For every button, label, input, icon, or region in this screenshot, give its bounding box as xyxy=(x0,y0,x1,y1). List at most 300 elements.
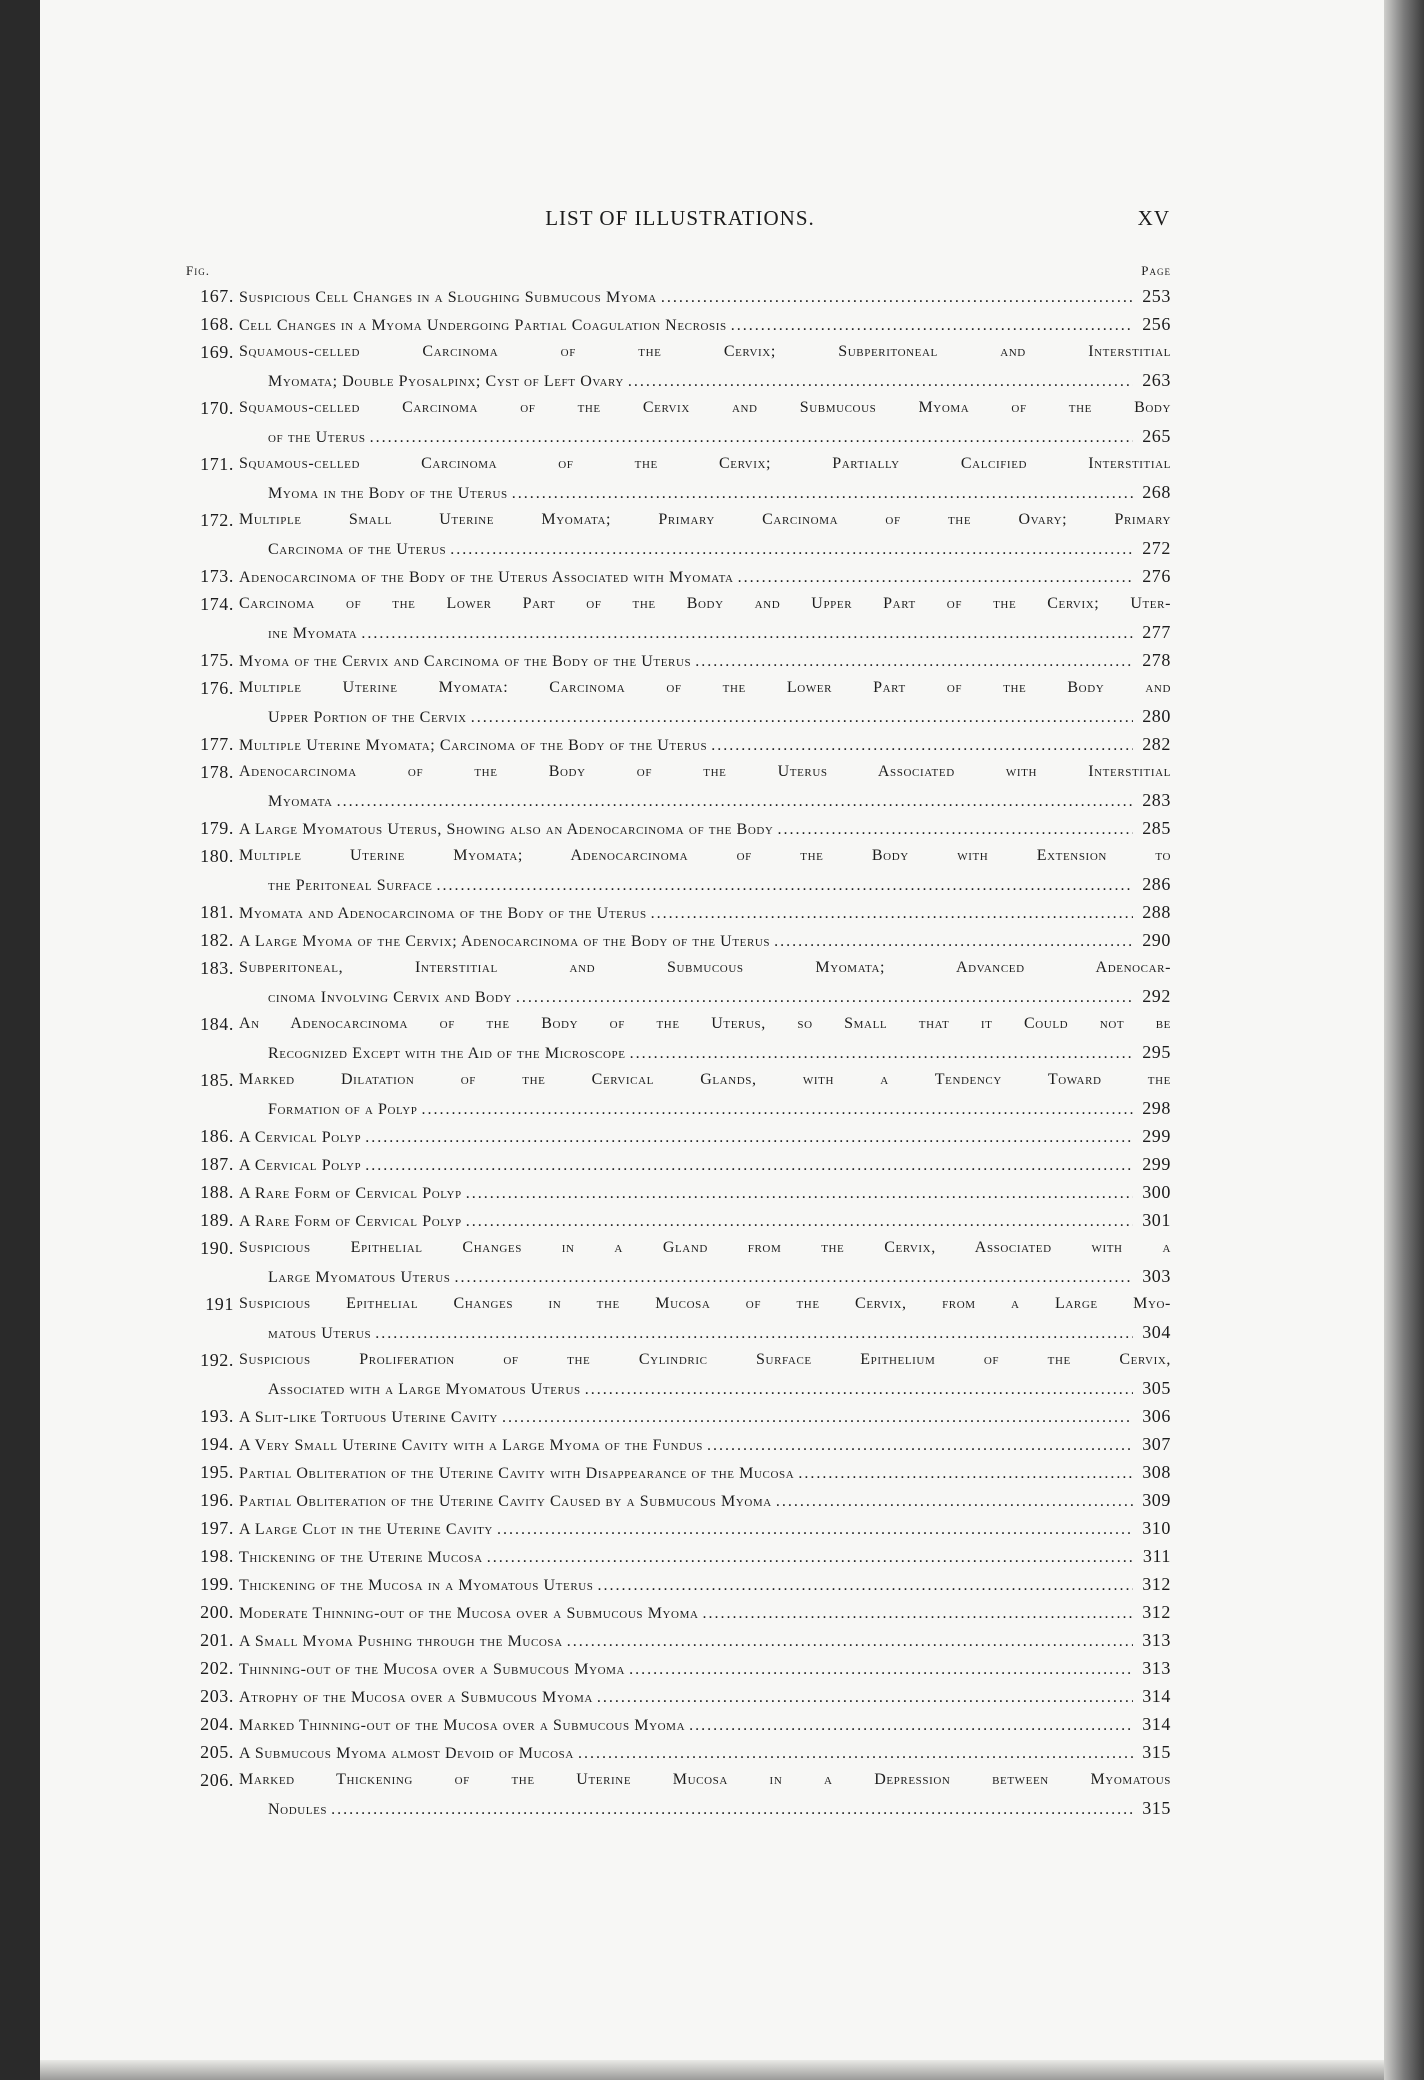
page-reference: 313 xyxy=(1142,1630,1171,1650)
figure-number: 193. xyxy=(200,1406,234,1426)
page-reference: 263 xyxy=(1142,370,1171,390)
entry-line xyxy=(186,1626,1171,1654)
entry-text-row xyxy=(239,1122,1171,1150)
entry-line xyxy=(186,1598,1171,1626)
entry-text-row xyxy=(268,534,1171,562)
entry-caption: Myoma of the Cervix and Carcinoma of the Body of the Uterus xyxy=(239,653,692,670)
entry-line xyxy=(186,1458,1171,1486)
figure-number: 201. xyxy=(200,1630,234,1650)
entry-caption: Myoma in the Body of the Uterus xyxy=(268,485,508,502)
page-reference: 312 xyxy=(1142,1574,1171,1594)
entry-text-row xyxy=(239,1626,1171,1654)
list-entry xyxy=(186,1486,1171,1514)
column-headings xyxy=(186,263,1171,283)
entry-line xyxy=(186,702,1171,730)
entry-caption: A Cervical Polyp xyxy=(239,1157,362,1174)
dot-leader xyxy=(689,1712,1133,1738)
entry-line xyxy=(186,1682,1171,1710)
entry-line xyxy=(186,478,1171,506)
list-entry xyxy=(186,1458,1171,1486)
page-reference: 314 xyxy=(1142,1714,1171,1734)
entry-line xyxy=(186,1346,1171,1374)
figure-number: 188. xyxy=(200,1182,234,1202)
entry-line xyxy=(186,1122,1171,1150)
entry-text-row xyxy=(239,1542,1171,1570)
list-entry xyxy=(186,1402,1171,1430)
list-entry xyxy=(186,1150,1171,1178)
entry-caption: Marked Thinning-out of the Mucosa over a Submucous Myoma xyxy=(239,1717,686,1734)
dot-leader xyxy=(628,368,1133,394)
entry-line xyxy=(186,366,1171,394)
entry-caption: Atrophy of the Mucosa over a Submucous Myoma xyxy=(239,1689,593,1706)
entry-caption: Upper Portion of the Cervix xyxy=(268,709,467,726)
dot-leader xyxy=(776,1488,1133,1514)
entry-text-row xyxy=(239,1402,1171,1430)
entry-line xyxy=(186,1514,1171,1542)
entry-line xyxy=(186,1094,1171,1122)
entry-caption: Carcinoma of the Lower Part of the Body and Upper Part of the Cervix; Uter- xyxy=(239,595,1171,612)
entry-line xyxy=(186,618,1171,646)
column-heading-page: Page xyxy=(1141,263,1171,278)
entry-line xyxy=(186,1290,1171,1318)
entry-text-row xyxy=(239,1206,1171,1234)
entry-line xyxy=(186,1794,1171,1822)
entry-caption: An Adenocarcinoma of the Body of the Uterus, so Small that it Could not be xyxy=(239,1015,1171,1032)
figure-number: 195. xyxy=(200,1462,234,1482)
figure-number: 172. xyxy=(200,510,234,530)
entry-line xyxy=(186,1206,1171,1234)
entry-caption: Partial Obliteration of the Uterine Cavity with Disappearance of the Mucosa xyxy=(239,1465,795,1482)
entry-line xyxy=(186,1150,1171,1178)
list-entry xyxy=(186,1710,1171,1738)
dot-leader xyxy=(777,816,1133,842)
entry-text-row xyxy=(239,646,1171,674)
page-reference: 299 xyxy=(1142,1154,1171,1174)
figure-number: 198. xyxy=(200,1546,234,1566)
figure-number: 175. xyxy=(200,650,234,670)
entry-text-row xyxy=(239,1458,1171,1486)
entry-text-row xyxy=(268,1374,1171,1402)
page-reference: 268 xyxy=(1142,482,1171,502)
page-reference: 312 xyxy=(1142,1602,1171,1622)
page-reference: 295 xyxy=(1142,1042,1171,1062)
figure-number: 177. xyxy=(200,734,234,754)
dot-leader xyxy=(375,1320,1133,1346)
running-title: LIST OF ILLUSTRATIONS. xyxy=(545,206,815,230)
list-entry xyxy=(186,926,1171,954)
entry-text-row xyxy=(268,1094,1171,1122)
list-entry xyxy=(186,1766,1171,1822)
entry-caption: Suspicious Epithelial Changes in the Mucosa of the Cervix, from a Large Myo- xyxy=(239,1295,1171,1312)
entry-caption: Marked Thickening of the Uterine Mucosa in a Depression between Myomatous xyxy=(239,1771,1171,1788)
dot-leader xyxy=(738,564,1133,590)
entry-caption: Squamous-celled Carcinoma of the Cervix; Subperitoneal and Interstitial xyxy=(239,343,1171,360)
figure-number: 189. xyxy=(200,1210,234,1230)
entry-caption: Cell Changes in a Myoma Undergoing Partial Coagulation Necrosis xyxy=(239,317,727,334)
page-reference: 309 xyxy=(1142,1490,1171,1510)
entry-line xyxy=(186,590,1171,618)
entry-line xyxy=(186,730,1171,758)
entry-line xyxy=(186,562,1171,590)
figure-number: 184. xyxy=(200,1014,234,1034)
entry-line xyxy=(186,758,1171,786)
entry-line xyxy=(186,1766,1171,1794)
dot-leader xyxy=(651,900,1133,926)
figure-number: 178. xyxy=(200,762,234,782)
entry-caption: A Submucous Myoma almost Devoid of Mucosa xyxy=(239,1745,574,1762)
list-entry xyxy=(186,1626,1171,1654)
entry-caption: matous Uterus xyxy=(268,1325,372,1342)
list-entry xyxy=(186,646,1171,674)
entry-line xyxy=(186,534,1171,562)
entry-line xyxy=(186,674,1171,702)
entry-caption: Multiple Uterine Myomata; Carcinoma of the Body of the Uterus xyxy=(239,737,708,754)
entry-caption: Multiple Uterine Myomata: Carcinoma of the Lower Part of the Body and xyxy=(239,679,1171,696)
entry-caption: ine Myomata xyxy=(268,625,358,642)
list-entry xyxy=(186,1234,1171,1290)
entry-caption: Formation of a Polyp xyxy=(268,1101,418,1118)
list-entry xyxy=(186,1542,1171,1570)
entry-line xyxy=(186,954,1171,982)
page-reference: 285 xyxy=(1142,818,1171,838)
page-reference: 292 xyxy=(1142,986,1171,1006)
entry-line xyxy=(186,646,1171,674)
entry-text-row xyxy=(239,1178,1171,1206)
entry-text-row xyxy=(268,982,1171,1010)
entry-caption: A Large Myomatous Uterus, Showing also an Adenocarcinoma of the Body xyxy=(239,821,774,838)
figure-number: 203. xyxy=(200,1686,234,1706)
entry-caption: Adenocarcinoma of the Body of the Uterus Associated with Myomata xyxy=(239,569,734,586)
list-entry xyxy=(186,1598,1171,1626)
entry-text-row xyxy=(268,618,1171,646)
list-entry xyxy=(186,338,1171,394)
list-entry xyxy=(186,730,1171,758)
running-header xyxy=(190,206,1170,236)
figure-number: 174. xyxy=(200,594,234,614)
figure-number: 167. xyxy=(200,286,234,306)
entry-text-row xyxy=(239,1430,1171,1458)
entry-line xyxy=(186,842,1171,870)
entry-caption: Myomata and Adenocarcinoma of the Body of the Uterus xyxy=(239,905,647,922)
entry-text-row xyxy=(239,1150,1171,1178)
page-reference: 314 xyxy=(1142,1686,1171,1706)
dot-leader xyxy=(695,648,1133,674)
entry-line xyxy=(186,1066,1171,1094)
page-reference: 301 xyxy=(1142,1210,1171,1230)
dot-leader xyxy=(629,1656,1133,1682)
entry-caption: A Cervical Polyp xyxy=(239,1129,362,1146)
list-entry xyxy=(186,1430,1171,1458)
entry-line xyxy=(186,450,1171,478)
figure-number: 194. xyxy=(200,1434,234,1454)
entry-line xyxy=(186,310,1171,338)
dot-leader xyxy=(466,1180,1133,1206)
entry-text-row xyxy=(239,1710,1171,1738)
entry-caption: Adenocarcinoma of the Body of the Uterus Associated with Interstitial xyxy=(239,763,1171,780)
dot-leader xyxy=(598,1572,1133,1598)
figure-number: 181. xyxy=(200,902,234,922)
illustration-list xyxy=(186,282,1171,1822)
figure-number: 169. xyxy=(200,342,234,362)
page-reference: 310 xyxy=(1142,1518,1171,1538)
page-reference: 283 xyxy=(1142,790,1171,810)
entry-line xyxy=(186,506,1171,534)
entry-caption: A Slit-like Tortuous Uterine Cavity xyxy=(239,1409,498,1426)
entry-line xyxy=(186,898,1171,926)
entry-line xyxy=(186,814,1171,842)
entry-caption: Suspicious Epithelial Changes in a Gland from the Cervix, Associated with a xyxy=(239,1239,1171,1256)
page-reference: 290 xyxy=(1142,930,1171,950)
entry-text-row xyxy=(239,310,1171,338)
entry-line xyxy=(186,1234,1171,1262)
entry-caption: A Rare Form of Cervical Polyp xyxy=(239,1213,462,1230)
entry-caption: Subperitoneal, Interstitial and Submucous Myomata; Advanced Adenocar- xyxy=(239,959,1171,976)
entry-text-row xyxy=(239,814,1171,842)
page-edge-right xyxy=(1384,0,1424,2080)
entry-text-row xyxy=(268,366,1171,394)
figure-number: 176. xyxy=(200,678,234,698)
list-entry xyxy=(186,758,1171,814)
list-entry xyxy=(186,898,1171,926)
entry-text-row xyxy=(268,422,1171,450)
page-reference: 300 xyxy=(1142,1182,1171,1202)
list-entry xyxy=(186,1178,1171,1206)
entry-line xyxy=(186,1318,1171,1346)
page-reference: 288 xyxy=(1142,902,1171,922)
list-entry xyxy=(186,1346,1171,1402)
entry-text-row xyxy=(268,702,1171,730)
dot-leader xyxy=(361,620,1133,646)
page-reference: 311 xyxy=(1142,1546,1171,1566)
entry-caption: Multiple Uterine Myomata; Adenocarcinoma of the Body with Extension to xyxy=(239,847,1171,864)
figure-number: 170. xyxy=(200,398,234,418)
figure-number: 190. xyxy=(200,1238,234,1258)
entry-caption: Moderate Thinning-out of the Mucosa over a Submucous Myoma xyxy=(239,1605,699,1622)
list-entry xyxy=(186,954,1171,1010)
entry-caption: Squamous-celled Carcinoma of the Cervix and Submucous Myoma of the Body xyxy=(239,399,1171,416)
list-entry xyxy=(186,1738,1171,1766)
dot-leader xyxy=(466,1208,1133,1234)
entry-caption: A Large Clot in the Uterine Cavity xyxy=(239,1521,493,1538)
entry-caption: Thinning-out of the Mucosa over a Submucous Myoma xyxy=(239,1661,626,1678)
dot-leader xyxy=(365,1152,1133,1178)
dot-leader xyxy=(487,1544,1133,1570)
figure-number: 183. xyxy=(200,958,234,978)
list-entry xyxy=(186,394,1171,450)
figure-number: 179. xyxy=(200,818,234,838)
entry-caption: Nodules xyxy=(268,1801,328,1818)
page-reference: 278 xyxy=(1142,650,1171,670)
entry-line xyxy=(186,1738,1171,1766)
figure-number: 196. xyxy=(200,1490,234,1510)
page-reference: 276 xyxy=(1142,566,1171,586)
figure-number: 191 xyxy=(205,1294,234,1314)
list-entry xyxy=(186,562,1171,590)
figure-number: 192. xyxy=(200,1350,234,1370)
page-number: XV xyxy=(1137,206,1170,230)
dot-leader xyxy=(365,1124,1133,1150)
page-reference: 308 xyxy=(1142,1462,1171,1482)
dot-leader xyxy=(450,536,1133,562)
dot-leader xyxy=(585,1376,1133,1402)
list-entry xyxy=(186,842,1171,898)
entry-text-row xyxy=(239,1738,1171,1766)
page-reference: 315 xyxy=(1142,1798,1171,1818)
entry-text-row xyxy=(239,562,1171,590)
dot-leader xyxy=(454,1264,1133,1290)
dot-leader xyxy=(630,1040,1133,1066)
entry-caption: A Small Myoma Pushing through the Mucosa xyxy=(239,1633,563,1650)
figure-number: 185. xyxy=(200,1070,234,1090)
dot-leader xyxy=(578,1740,1133,1766)
page-reference: 307 xyxy=(1142,1434,1171,1454)
list-entry xyxy=(186,1570,1171,1598)
entry-line xyxy=(186,394,1171,422)
list-entry xyxy=(186,1010,1171,1066)
dot-leader xyxy=(707,1432,1133,1458)
entry-line xyxy=(186,422,1171,450)
figure-number: 204. xyxy=(200,1714,234,1734)
entry-line xyxy=(186,1710,1171,1738)
entry-text-row xyxy=(239,1654,1171,1682)
figure-number: 200. xyxy=(200,1602,234,1622)
page-reference: 280 xyxy=(1142,706,1171,726)
entry-line xyxy=(186,1262,1171,1290)
dot-leader xyxy=(337,788,1133,814)
entry-text-row xyxy=(268,1038,1171,1066)
entry-line xyxy=(186,1402,1171,1430)
dot-leader xyxy=(567,1628,1133,1654)
entry-text-row xyxy=(239,926,1171,954)
list-entry xyxy=(186,310,1171,338)
entry-line xyxy=(186,1654,1171,1682)
entry-line xyxy=(186,1430,1171,1458)
entry-line xyxy=(186,1486,1171,1514)
entry-caption: A Rare Form of Cervical Polyp xyxy=(239,1185,462,1202)
entry-caption: Marked Dilatation of the Cervical Glands, with a Tendency Toward the xyxy=(239,1071,1171,1088)
entry-text-row xyxy=(239,1514,1171,1542)
column-heading-fig: Fig. xyxy=(186,263,210,278)
figure-number: 186. xyxy=(200,1126,234,1146)
list-entry xyxy=(186,1682,1171,1710)
figure-number: 199. xyxy=(200,1574,234,1594)
entry-line xyxy=(186,926,1171,954)
list-entry xyxy=(186,1206,1171,1234)
page-reference: 253 xyxy=(1142,286,1171,306)
figure-number: 187. xyxy=(200,1154,234,1174)
entry-text-row xyxy=(268,478,1171,506)
dot-leader xyxy=(597,1684,1133,1710)
figure-number: 171. xyxy=(200,454,234,474)
dot-leader xyxy=(436,872,1133,898)
entry-caption: of the Uterus xyxy=(268,429,366,446)
dot-leader xyxy=(471,704,1133,730)
entry-caption: A Very Small Uterine Cavity with a Large Myoma of the Fundus xyxy=(239,1437,703,1454)
entry-caption: A Large Myoma of the Cervix; Adenocarcinoma of the Body of the Uterus xyxy=(239,933,771,950)
entry-caption: Carcinoma of the Uterus xyxy=(268,541,447,558)
figure-number: 197. xyxy=(200,1518,234,1538)
list-entry xyxy=(186,1290,1171,1346)
page-edge-bottom xyxy=(40,2060,1384,2080)
page-reference: 306 xyxy=(1142,1406,1171,1426)
dot-leader xyxy=(798,1460,1133,1486)
page-reference: 305 xyxy=(1142,1378,1171,1398)
page-reference: 304 xyxy=(1142,1322,1171,1342)
dot-leader xyxy=(703,1600,1133,1626)
page-reference: 256 xyxy=(1142,314,1171,334)
figure-number: 173. xyxy=(200,566,234,586)
entry-caption: Suspicious Proliferation of the Cylindric Surface Epithelium of the Cervix, xyxy=(239,1351,1171,1368)
figure-number: 180. xyxy=(200,846,234,866)
dot-leader xyxy=(331,1796,1133,1822)
entry-caption: Associated with a Large Myomatous Uterus xyxy=(268,1381,581,1398)
entry-line xyxy=(186,870,1171,898)
entry-caption: Suspicious Cell Changes in a Sloughing Submucous Myoma xyxy=(239,289,657,306)
dot-leader xyxy=(421,1096,1133,1122)
page-reference: 272 xyxy=(1142,538,1171,558)
entry-text-row xyxy=(268,786,1171,814)
entry-text-row xyxy=(268,1262,1171,1290)
figure-number: 202. xyxy=(200,1658,234,1678)
page-reference: 313 xyxy=(1142,1658,1171,1678)
list-entry xyxy=(186,450,1171,506)
entry-caption: the Peritoneal Surface xyxy=(268,877,433,894)
dot-leader xyxy=(711,732,1133,758)
list-entry xyxy=(186,282,1171,310)
list-entry xyxy=(186,590,1171,646)
entry-line xyxy=(186,1570,1171,1598)
page-reference: 282 xyxy=(1142,734,1171,754)
entry-caption: Myomata; Double Pyosalpinx; Cyst of Left Ovary xyxy=(268,373,624,390)
dot-leader xyxy=(512,480,1133,506)
dot-leader xyxy=(731,312,1133,338)
entry-text-row xyxy=(239,282,1171,310)
dot-leader xyxy=(516,984,1133,1010)
entry-caption: Large Myomatous Uterus xyxy=(268,1269,451,1286)
entry-line xyxy=(186,982,1171,1010)
list-entry xyxy=(186,674,1171,730)
entry-text-row xyxy=(268,870,1171,898)
page-reference: 298 xyxy=(1142,1098,1171,1118)
figure-number: 205. xyxy=(200,1742,234,1762)
figure-number: 182. xyxy=(200,930,234,950)
figure-number: 206. xyxy=(200,1770,234,1790)
entry-line xyxy=(186,1038,1171,1066)
entry-caption: Partial Obliteration of the Uterine Cavity Caused by a Submucous Myoma xyxy=(239,1493,772,1510)
list-entry xyxy=(186,1514,1171,1542)
list-entry xyxy=(186,1654,1171,1682)
entry-line xyxy=(186,1542,1171,1570)
entry-line xyxy=(186,1010,1171,1038)
entry-line xyxy=(186,282,1171,310)
entry-line xyxy=(186,338,1171,366)
entry-caption: Recognized Except with the Aid of the Microscope xyxy=(268,1045,626,1062)
dot-leader xyxy=(502,1404,1133,1430)
entry-text-row xyxy=(268,1318,1171,1346)
page-reference: 299 xyxy=(1142,1126,1171,1146)
entry-caption: Multiple Small Uterine Myomata; Primary Carcinoma of the Ovary; Primary xyxy=(239,511,1171,528)
entry-text-row xyxy=(239,1598,1171,1626)
entry-text-row xyxy=(239,898,1171,926)
entry-text-row xyxy=(239,1486,1171,1514)
entry-line xyxy=(186,786,1171,814)
entry-text-row xyxy=(239,730,1171,758)
entry-line xyxy=(186,1374,1171,1402)
entry-text-row xyxy=(268,1794,1171,1822)
page-reference: 286 xyxy=(1142,874,1171,894)
entry-line xyxy=(186,1178,1171,1206)
dot-leader xyxy=(370,424,1133,450)
